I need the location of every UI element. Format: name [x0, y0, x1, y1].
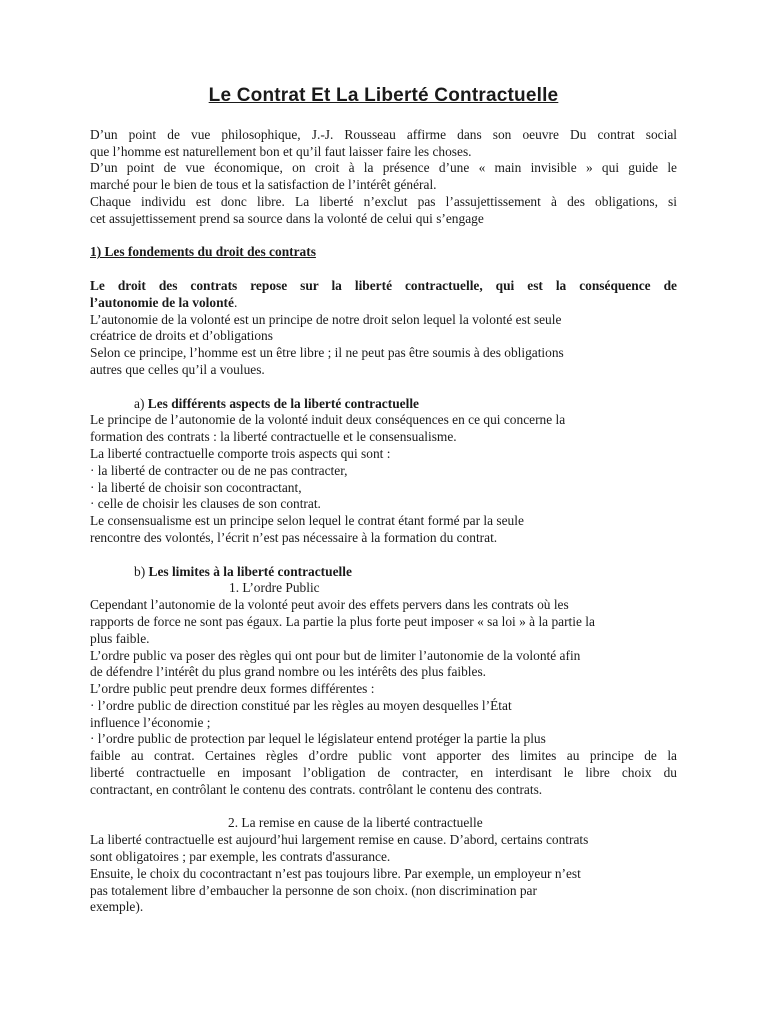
text-line: D’un point de vue économique, on croit à la présence d’une « main invisible » qui guide le [90, 160, 677, 176]
section-heading: 1) Les fondements du droit des contrats [90, 244, 316, 260]
intro-paragraph [90, 127, 677, 228]
thesis-period: . [233, 294, 238, 310]
subsection-heading-a [90, 396, 677, 413]
text-line: L’ordre public va poser des règles qui ont pour but de limiter l’autonomie de la volonté afin [90, 647, 581, 663]
text-line: Le consensualisme est un principe selon lequel le contrat étant formé par la seule [90, 513, 524, 529]
text-line: sont obligatoires ; par exemple, les contrats d'assurance. [90, 849, 391, 865]
text-line: que l’homme est naturellement bon et qu’il faut laisser faire les choses. [90, 143, 472, 159]
text-line: Cependant l’autonomie de la volonté peut avoir des effets pervers dans les contrats où les [90, 597, 569, 613]
text-line: Ensuite, le choix du cocontractant n’est pas toujours libre. Par exemple, un employeur n’est [90, 865, 581, 881]
text-line: influence l’économie ; [90, 714, 211, 730]
bullet-item: · l’ordre public de protection par lequel le législateur entend protéger la partie la plus [90, 731, 546, 747]
numbered-heading: 2. La remise en cause de la liberté contractuelle [228, 815, 483, 831]
text-line: de défendre l’intérêt du plus grand nombre ou les intérêts des plus faibles. [90, 664, 487, 680]
bullet-item: · celle de choisir les clauses de son contrat. [90, 496, 321, 512]
subsection-heading-b [90, 564, 677, 581]
thesis-line: Le droit des contrats repose sur la liberté contractuelle, qui est la conséquence de [90, 277, 677, 293]
text-line: plus faible. [90, 630, 150, 646]
text-line: Selon ce principe, l’homme est un être libre ; il ne peut pas être soumis à des obligations [90, 345, 564, 361]
text-line: La liberté contractuelle comporte trois aspects qui sont : [90, 445, 391, 461]
text-line: créatrice de droits et d’obligations [90, 328, 273, 344]
text-line: cet assujettissement prend sa source dans la volonté de celui qui s’engage [90, 210, 484, 226]
text-line: liberté contractuelle en imposant l’obligation de contracter, en interdisant le libre choix du [90, 765, 677, 781]
text-line: L’ordre public peut prendre deux formes différentes : [90, 681, 375, 697]
numbered-heading: 1. L’ordre Public [229, 580, 320, 596]
text-line: marché pour le bien de tous et la satisfaction de l’intérêt général. [90, 177, 437, 193]
text-line: D’un point de vue philosophique, J.-J. Rousseau affirme dans son oeuvre Du contrat social [90, 126, 677, 142]
subsection-title: Les différents aspects de la liberté contractuelle [147, 395, 419, 411]
bullet-item: · la liberté de choisir son cocontractant, [90, 479, 302, 495]
text-line: exemple). [90, 899, 144, 915]
text-line: autres que celles qu’il a voulues. [90, 361, 265, 377]
thesis-line-2 [90, 295, 677, 312]
text-line: formation des contrats : la liberté contractuelle et le consensualisme. [90, 429, 457, 445]
bullet-item: · la liberté de contracter ou de ne pas contracter, [90, 462, 348, 478]
page-title: Le Contrat Et La Liberté Contractuelle [208, 85, 559, 106]
thesis-bold-text: l’autonomie de la volonté [90, 294, 234, 310]
document-page [90, 85, 677, 916]
text-line: Le principe de l’autonomie de la volonté induit deux conséquences en ce qui concerne la [90, 412, 566, 428]
subsection-marker: b) [134, 563, 146, 579]
text-line: faible au contrat. Certaines règles d’ordre public vont apporter des limites au principe de la [90, 748, 677, 764]
text-line: contractant, en contrôlant le contenu des contrats. contrôlant le contenu des contrats. [90, 781, 543, 797]
text-line: rapports de force ne sont pas égaux. La partie la plus forte peut imposer « sa loi » à la partie la [90, 613, 595, 629]
text-line: rencontre des volontés, l’écrit n’est pas nécessaire à la formation du contrat. [90, 529, 498, 545]
subsection-marker: a) [134, 395, 145, 411]
bullet-item: · l’ordre public de direction constitué par les règles au moyen desquelles l’État [90, 697, 512, 713]
text-line: L’autonomie de la volonté est un principe de notre droit selon lequel la volonté est seule [90, 311, 562, 327]
text-line: Chaque individu est donc libre. La liberté n’exclut pas l’assujettissement à des obligations, si [90, 193, 677, 209]
text-line: pas totalement libre d’embaucher la personne de son choix. (non discrimination par [90, 882, 537, 898]
text-line: La liberté contractuelle est aujourd’hui largement remise en cause. D’abord, certains contrats [90, 832, 589, 848]
subsection-title: Les limites à la liberté contractuelle [148, 563, 352, 579]
